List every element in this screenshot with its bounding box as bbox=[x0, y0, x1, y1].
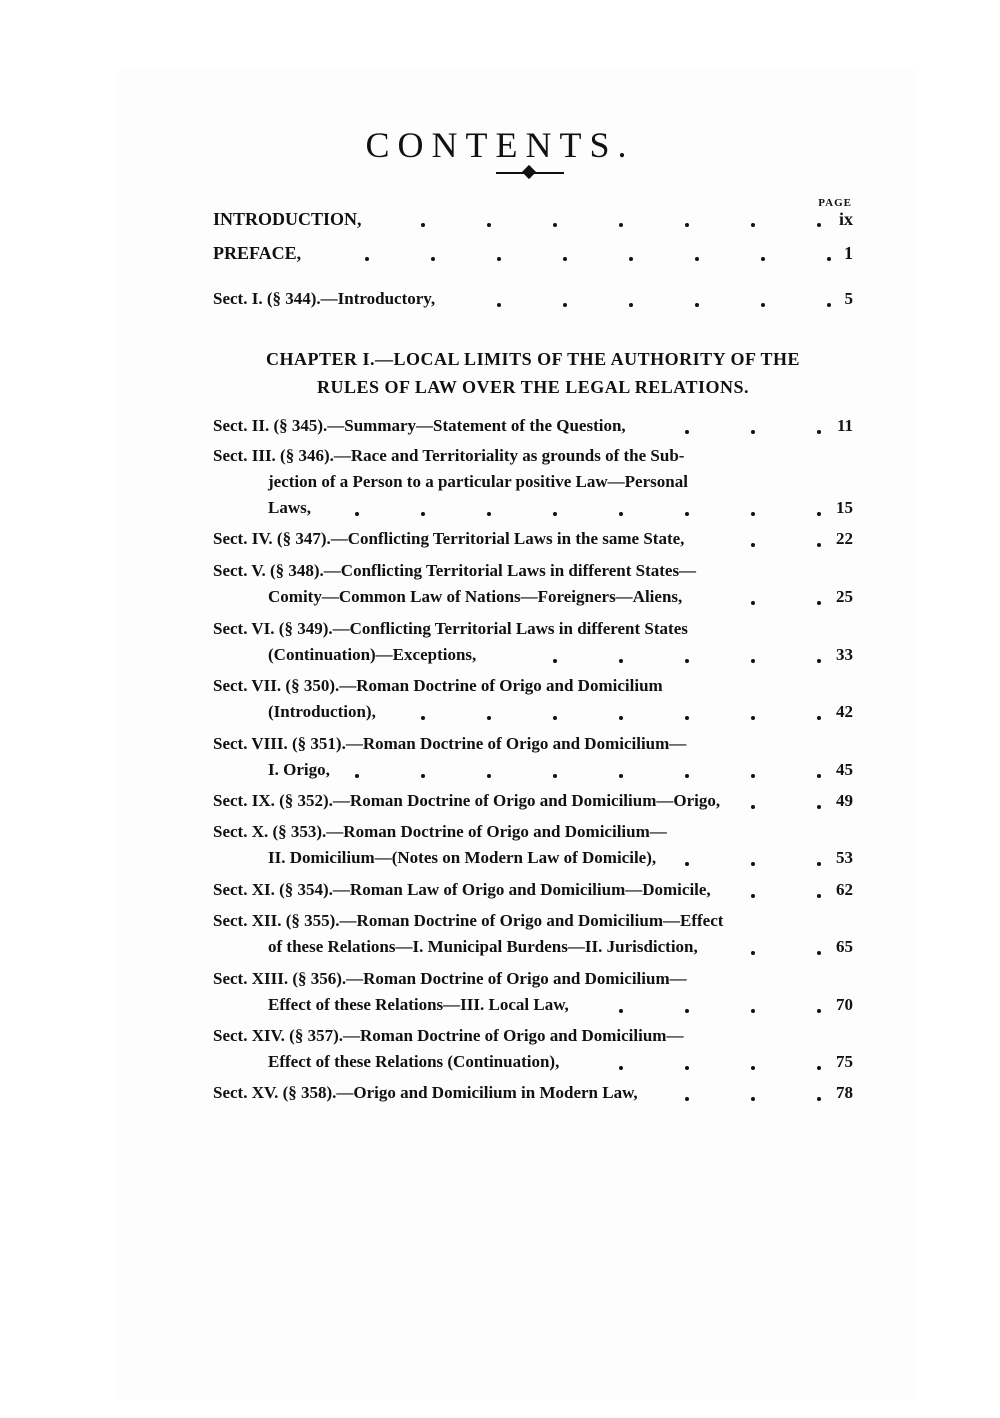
leader-dot bbox=[817, 1066, 821, 1070]
toc-entry-line: jection of a Person to a particular positive Law—Personal bbox=[268, 472, 688, 491]
toc-entry-sect-5[interactable] bbox=[213, 558, 853, 610]
toc-entry-sect-12[interactable] bbox=[213, 908, 853, 960]
toc-entry-sect-8[interactable] bbox=[213, 731, 853, 783]
toc-entry-sect-3[interactable] bbox=[213, 443, 853, 521]
toc-entry-sect-10[interactable] bbox=[213, 819, 853, 871]
leader-dot bbox=[619, 1066, 623, 1070]
toc-entry-page: 22 bbox=[836, 529, 853, 548]
toc-entry-line: Sect. X. (§ 353).—Roman Doctrine of Origo and Domicilium— bbox=[213, 822, 667, 841]
leader-dot bbox=[817, 862, 821, 866]
toc-entry-line: I. Origo, bbox=[268, 760, 330, 779]
toc-entry-line: Sect. III. (§ 346).—Race and Territoriality as grounds of the Sub- bbox=[213, 446, 685, 465]
toc-entry-introduction[interactable] bbox=[213, 206, 853, 232]
toc-entry-label: INTRODUCTION, bbox=[213, 209, 362, 229]
leader-dot bbox=[619, 1009, 623, 1013]
toc-entry-page: 70 bbox=[836, 995, 853, 1014]
toc-entry-line: Effect of these Relations—III. Local Law, bbox=[268, 995, 569, 1014]
leader-dot bbox=[685, 1009, 689, 1013]
page-column-label: PAGE bbox=[818, 197, 852, 209]
toc-entry-line: Sect. XI. (§ 354).—Roman Law of Origo and Domicilium—Domicile, bbox=[213, 880, 711, 899]
toc-entry-page: 11 bbox=[836, 416, 853, 435]
leader-dot bbox=[761, 303, 765, 307]
leader-dot bbox=[751, 659, 755, 663]
toc-entry-line: Sect. XIII. (§ 356).—Roman Doctrine of Origo and Domicilium— bbox=[213, 969, 687, 988]
leader-dot bbox=[751, 1097, 755, 1101]
leader-dot bbox=[487, 716, 491, 720]
toc-entry-sect-9[interactable] bbox=[213, 788, 853, 814]
toc-entry-line: Effect of these Relations (Continuation), bbox=[268, 1052, 560, 1071]
leader-dot bbox=[751, 862, 755, 866]
toc-entry-label: Sect. I. (§ 344).—Introductory, bbox=[213, 289, 436, 308]
toc-entry-sect-4[interactable] bbox=[213, 526, 853, 552]
leader-dot bbox=[553, 512, 557, 516]
toc-entry-page: 45 bbox=[836, 760, 853, 779]
leader-dot bbox=[817, 951, 821, 955]
toc-entry-sect-14[interactable] bbox=[213, 1023, 853, 1075]
toc-entry-line: Sect. V. (§ 348).—Conflicting Territorial Laws in different States— bbox=[213, 561, 697, 580]
leader-dot bbox=[553, 659, 557, 663]
leader-dot bbox=[817, 805, 821, 809]
page-title: CONTENTS. bbox=[365, 125, 635, 166]
toc-entry-line: (Continuation)—Exceptions, bbox=[268, 645, 477, 664]
leader-dot bbox=[817, 512, 821, 516]
leader-dot bbox=[421, 716, 425, 720]
leader-dot bbox=[817, 601, 821, 605]
leader-dot bbox=[685, 659, 689, 663]
leader-dot bbox=[355, 512, 359, 516]
leader-dot bbox=[817, 716, 821, 720]
toc-entry-sect-2[interactable] bbox=[213, 413, 853, 439]
toc-entry-page: 49 bbox=[836, 791, 853, 810]
leader-dot bbox=[685, 430, 689, 434]
leader-dot bbox=[487, 512, 491, 516]
toc-entry-page: 65 bbox=[836, 937, 853, 956]
toc-entry-line: of these Relations—I. Municipal Burdens—II. Jurisdiction, bbox=[268, 937, 698, 956]
chapter-heading bbox=[213, 345, 853, 401]
toc-entry-sect-1[interactable] bbox=[213, 286, 853, 312]
leader-dot bbox=[751, 774, 755, 778]
toc-entry-page: 1 bbox=[844, 243, 853, 263]
leader-dot bbox=[685, 1066, 689, 1070]
toc-entry-line: Sect. XV. (§ 358).—Origo and Domicilium in Modern Law, bbox=[213, 1083, 638, 1102]
leader-dot bbox=[497, 303, 501, 307]
toc-entry-sect-13[interactable] bbox=[213, 966, 853, 1018]
toc-entry-page: 78 bbox=[836, 1083, 853, 1102]
leader-dot bbox=[817, 774, 821, 778]
toc-entry-page: 53 bbox=[836, 848, 853, 867]
toc-entry-line: (Introduction), bbox=[268, 702, 376, 721]
toc-entry-line: Sect. XII. (§ 355).—Roman Doctrine of Origo and Domicilium—Effect bbox=[213, 911, 724, 930]
leader-dot bbox=[751, 1066, 755, 1070]
leader-dot bbox=[553, 716, 557, 720]
leader-dot bbox=[355, 774, 359, 778]
toc-entry-sect-11[interactable] bbox=[213, 877, 853, 903]
toc-entry-page: 42 bbox=[836, 702, 853, 721]
chapter-heading-line-2: RULES OF LAW OVER THE LEGAL RELATIONS. bbox=[317, 377, 749, 397]
toc-entry-line: II. Domicilium—(Notes on Modern Law of Domicile), bbox=[268, 848, 657, 867]
leader-dot bbox=[751, 716, 755, 720]
leader-dot bbox=[685, 512, 689, 516]
leader-dot bbox=[619, 716, 623, 720]
leader-dot bbox=[751, 601, 755, 605]
toc-entry-label: PREFACE, bbox=[213, 243, 302, 263]
toc-entry-sect-15[interactable] bbox=[213, 1080, 853, 1106]
toc-entry-line: Laws, bbox=[268, 498, 311, 517]
leader-dot bbox=[685, 1097, 689, 1101]
leader-dot bbox=[817, 894, 821, 898]
toc-entry-sect-7[interactable] bbox=[213, 673, 853, 725]
leader-dot bbox=[685, 862, 689, 866]
toc-entry-page: ix bbox=[838, 209, 853, 229]
toc-entry-line: Sect. XIV. (§ 357).—Roman Doctrine of Origo and Domicilium— bbox=[213, 1026, 684, 1045]
leader-dot bbox=[421, 512, 425, 516]
leader-dot bbox=[817, 1009, 821, 1013]
leader-dot bbox=[817, 430, 821, 434]
leader-dot bbox=[629, 303, 633, 307]
toc-entry-line: Sect. IX. (§ 352).—Roman Doctrine of Origo and Domicilium—Origo, bbox=[213, 791, 721, 810]
leader-dot bbox=[487, 774, 491, 778]
toc-entry-line: Sect. IV. (§ 347).—Conflicting Territorial Laws in the same State, bbox=[213, 529, 685, 548]
leader-dot bbox=[685, 774, 689, 778]
leader-dot bbox=[619, 774, 623, 778]
toc-entry-page: 25 bbox=[836, 587, 853, 606]
leader-dot bbox=[751, 1009, 755, 1013]
toc-entry-page: 75 bbox=[836, 1052, 853, 1071]
chapter-heading-line-1: CHAPTER I.—LOCAL LIMITS OF THE AUTHORITY OF THE bbox=[266, 349, 800, 369]
leader-dot bbox=[553, 774, 557, 778]
leader-dot bbox=[751, 430, 755, 434]
toc-entry-page: 15 bbox=[836, 498, 853, 517]
toc-entry-line: Comity—Common Law of Nations—Foreigners—Aliens, bbox=[268, 587, 683, 606]
leader-dot bbox=[421, 774, 425, 778]
toc-entry-line: Sect. VIII. (§ 351).—Roman Doctrine of Origo and Domicilium— bbox=[213, 734, 687, 753]
leader-dot bbox=[827, 303, 831, 307]
leader-dot bbox=[751, 951, 755, 955]
toc-entry-page: 5 bbox=[844, 289, 853, 308]
toc-entry-line: Sect. VII. (§ 350).—Roman Doctrine of Origo and Domicilium bbox=[213, 676, 663, 695]
leader-dot bbox=[619, 512, 623, 516]
leader-dot bbox=[751, 805, 755, 809]
toc-entry-line: Sect. VI. (§ 349).—Conflicting Territorial Laws in different States bbox=[213, 619, 688, 638]
leader-dot bbox=[817, 543, 821, 547]
leader-dot bbox=[751, 512, 755, 516]
toc-entry-sect-6[interactable] bbox=[213, 616, 853, 668]
toc-entry-page: 33 bbox=[836, 645, 853, 664]
leader-dot bbox=[817, 659, 821, 663]
leader-dot bbox=[619, 659, 623, 663]
leader-dot bbox=[685, 716, 689, 720]
leader-dot bbox=[563, 303, 567, 307]
toc-entry-preface[interactable] bbox=[213, 240, 853, 266]
toc-entry-line: Sect. II. (§ 345).—Summary—Statement of the Question, bbox=[213, 416, 626, 435]
leader-dot bbox=[817, 1097, 821, 1101]
toc-entry-page: 62 bbox=[836, 880, 853, 899]
leader-dot bbox=[751, 894, 755, 898]
leader-dot bbox=[751, 543, 755, 547]
leader-dot bbox=[695, 303, 699, 307]
